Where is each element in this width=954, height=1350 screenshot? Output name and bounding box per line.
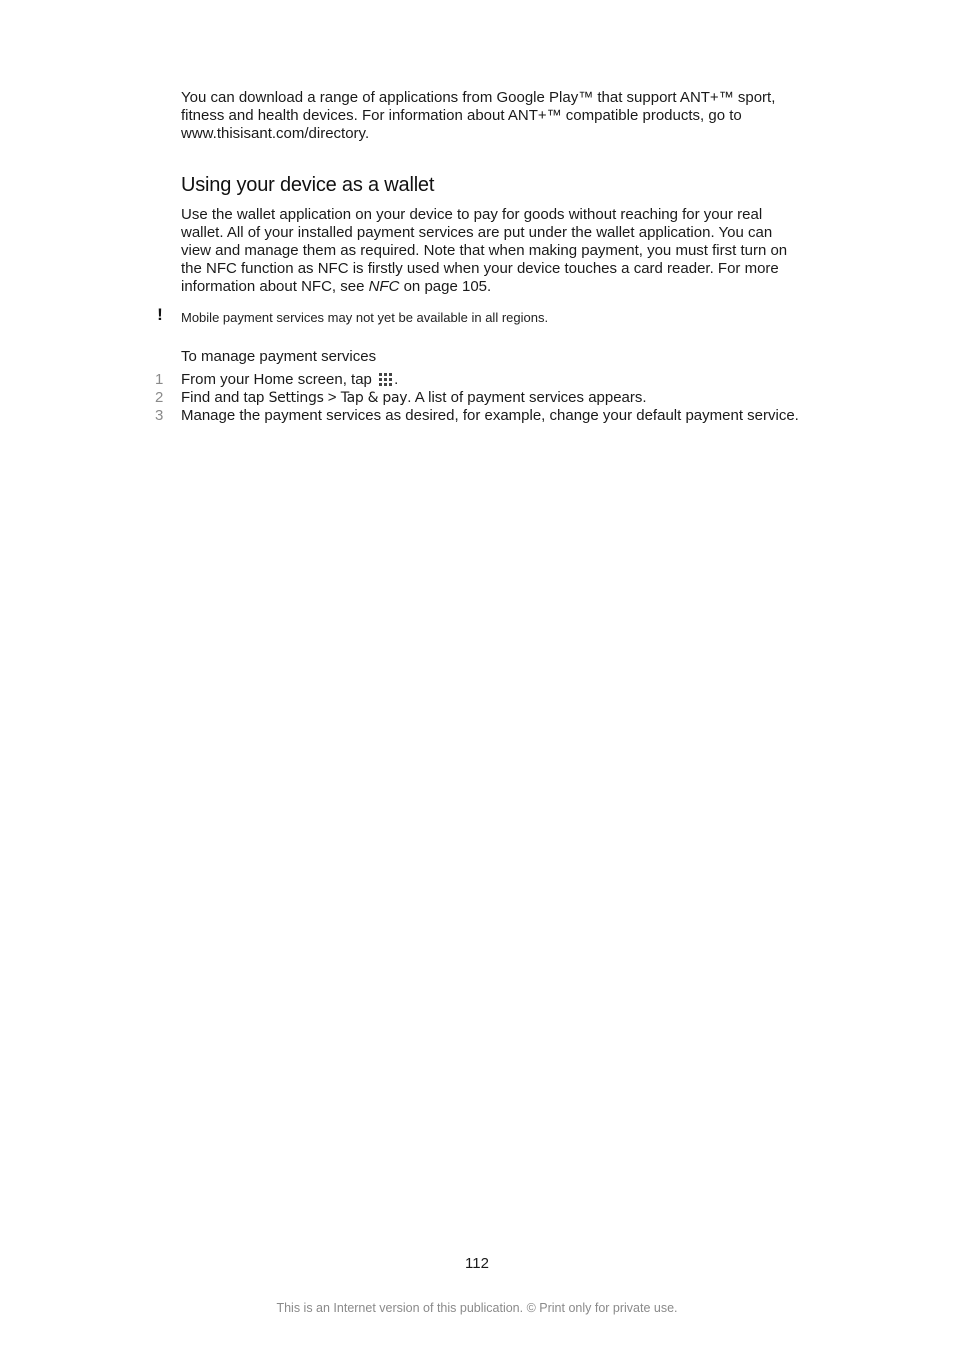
wallet-paragraph-tail: on page 105.: [399, 278, 492, 295]
settings-term: Settings: [268, 390, 324, 406]
procedure-title: To manage payment services: [181, 348, 377, 365]
step-text-part: . A list of payment services appears.: [407, 389, 647, 406]
step-text: [181, 389, 801, 407]
step-number: 1: [155, 371, 164, 388]
intro-paragraph: You can download a range of applications from Google Play™ that support ANT+™ sport, fitness and health devices. For information about ANT+™ compatible products, go to www.thisisant.com/directory.: [181, 89, 776, 142]
step-text: [181, 371, 801, 389]
page-number: 112: [465, 1255, 489, 1272]
step-text: Manage the payment services as desired, for example, change your default payment service.: [181, 407, 799, 424]
step-number: 2: [155, 389, 164, 406]
step-text-part: From your Home screen, tap: [181, 371, 377, 388]
nfc-link[interactable]: NFC: [368, 278, 400, 295]
step-item: [150, 407, 810, 425]
wallet-paragraph-text: Use the wallet application on your device to pay for goods without reaching for your real wallet. All of your installed payment services are put under the wallet application. You can view and manage them as required. Note that when making payment, you must first turn on the NFC function as NFC is firstly used when your device touches a card reader. For more information about NFC, see: [181, 206, 788, 295]
exclamation-icon: !: [157, 305, 163, 324]
step-number: 3: [155, 407, 164, 424]
step-item: [150, 389, 810, 407]
note-text: Mobile payment services may not yet be available in all regions.: [181, 310, 549, 325]
section-heading: Using your device as a wallet: [181, 174, 435, 196]
step-text-part: >: [323, 389, 341, 406]
step-item: [150, 371, 810, 389]
step-text-part: .: [394, 371, 399, 388]
app-grid-icon: [378, 372, 393, 387]
step-text-part: Find and tap: [181, 389, 269, 406]
wallet-paragraph: [181, 206, 801, 296]
tap-and-pay-term: Tap & pay: [340, 390, 408, 406]
footer-notice: This is an Internet version of this publication. © Print only for private use.: [276, 1301, 678, 1315]
procedure-steps: [150, 371, 810, 425]
